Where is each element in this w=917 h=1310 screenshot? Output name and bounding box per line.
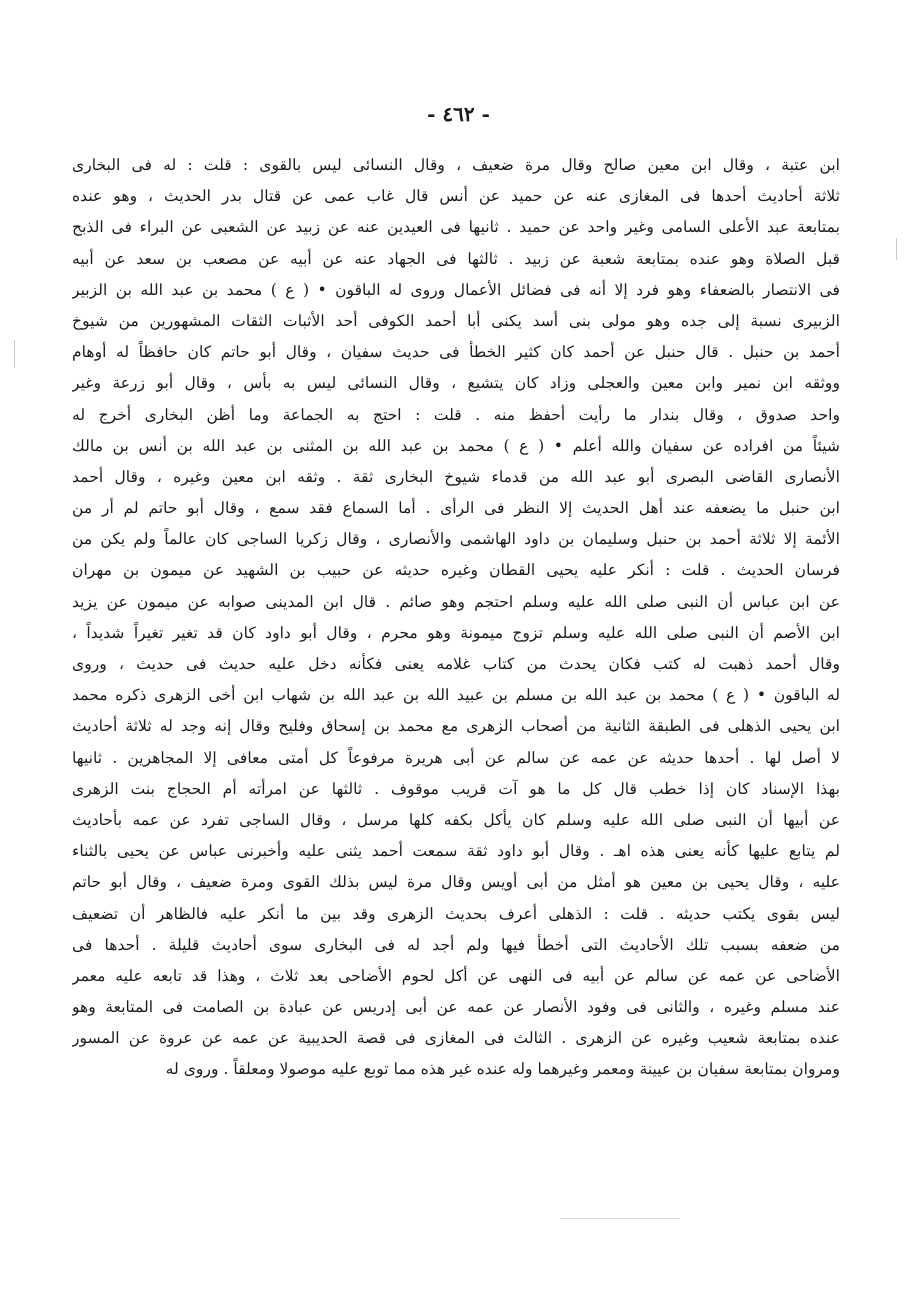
text-line: عند مسلم وغيره ، والثانى فى وفود الأنصار عن عمه عن أبى إدريس عن عبادة بن الصامت فى المتابعة وهو — [72, 998, 840, 1017]
text-line: له الباقون • ( ع ) محمد بن عبد الله بن مسلم بن عبيد الله بن عبد الله بن شهاب ابن أخى الزهرى ذكره محمد — [72, 686, 840, 705]
text-line: واحد صدوق ، وقال بندار ما رأيت أحفظ منه . قلت : احتج به الجماعة وما أظن البخارى أخرج له — [72, 405, 840, 424]
text-line: ابن عتبة ، وقال ابن معين صالح وقال مرة ضعيف ، وقال النسائى ليس بالقوى : قلت : له فى البخارى — [72, 156, 840, 174]
text-line: بمتابعة عبد الأعلى السامى وغير واحد عن حميد . ثانيها فى العيدين عنه عن زبيد عن الشعبى عن البراء فى الذبح — [72, 218, 840, 237]
text-line: ابن حنبل ما يضعفه عند أهل الحديث إلا النظر فى الرأى . أما السماع فقد سمع ، وقال أبو حاتم لم أر من — [72, 499, 840, 518]
bottom-rule — [560, 1218, 680, 1219]
text-line: عليه ، وقال يحيى بن معين هو أمثل من أبى أويس وقال مرة ليس بذلك القوى ومرة ضعيف ، وقال أبو حاتم — [72, 873, 840, 892]
margin-mark — [14, 340, 15, 368]
text-line: الزبيرى نسبة إلى جده وهو مولى بنى أسد يكنى أبا أحمد الكوفى أحد الأثبات الثقات المشهورين من شيوخ — [72, 311, 840, 330]
text-line: ثلاثة أحاديث أحدها فى المغازى عنه عن حميد عن أنس قال غاب عمى عن قتال بدر الحديث ، وهو عنده — [72, 187, 840, 206]
margin-mark — [896, 238, 897, 260]
text-line: ليس بقوى يكتب حديثه . قلت : الذهلى أعرف بحديث الزهرى وقد بين ما أنكر عليه فالظاهر أن تضعيف — [72, 904, 840, 923]
text-line: وقال أحمد ذهبت له كتب فكان يحدث من كتاب غلامه يعنى فكأنه دخل عليه حديث فى حديث ، وروى — [72, 655, 840, 673]
text-line: قبل الصلاة وهو عنده بمتابعة شعبة عن زبيد . ثالثها فى الجهاد عنه عن أبيه عن مصعب بن سعد عن أبيه — [72, 249, 840, 268]
text-line: بهذا الإسناد كان إذا خطب قال كل ما هو آت قريب موقوف . ثالثها عن امرأته أم الحجاج بنت الزهرى — [72, 779, 840, 798]
text-line: الأئمة إلا ثلاثة أحمد بن حنبل وسليمان بن داود الهاشمى والأنصارى ، وقال زكريا الساجى كان عالماً ولم يكن من — [72, 530, 840, 549]
text-line: عن أبيها أن النبى صلى الله عليه وسلم كان يأكل بكفه كلها مرسل ، وقال الساجى تفرد عن عمه بأحاديث — [72, 810, 840, 829]
page-number: - ٤٦٢ - — [427, 102, 490, 126]
text-line: الأضاحى عن عمه عن سالم عن أبيه فى النهى عن أكل لحوم الأضاحى بعد ثلاث ، وهذا قد تابعه عليه معمر — [72, 966, 840, 985]
text-line: عنده بمتابعة شعيب وغيره عن الزهرى . الثالث فى المغازى فى قصة الحديبية عن عمه عن عروة عن المسور — [72, 1029, 840, 1048]
text-line: من ضعفه بسبب تلك الأحاديث التى أخطأ فيها ولم أجد له فى البخارى سوى أحاديث قليلة . أحدها فى — [72, 935, 840, 954]
text-line: أحمد بن حنبل . قال حنبل عن أحمد كان كثير الخطأ فى حديث سفيان ، وقال أبو حاتم كان حافظاً له أوهام — [72, 343, 840, 362]
text-line: شيئاً من افراده عن سفيان والله أعلم • ( ع ) محمد بن عبد الله بن المثنى بن عبد الله بن أنس بن مالك — [72, 436, 840, 455]
text-line: ومروان بمتابعة سفيان بن عيينة ومعمر وغيرهما وله عنده غير هذه مما توبع عليه موصولا ومعلقاً . وروى له — [165, 1060, 840, 1079]
text-line: لم يتابع عليها كأنه يعنى هذه اهـ . وقال أبو داود ثقة سمعت أحمد يثنى عليه وأخبرنى عباس عن يحيى بالثناء — [72, 842, 840, 861]
text-line: فى الانتصار بالضعفاء وهو فرد إلا أنه فى فضائل الأعمال وروى له الباقون • ( ع ) محمد بن عبد الله بن الزبير — [72, 280, 840, 299]
text-line: ووثقه ابن نمير وابن معين والعجلى وزاد كان يتشيع ، وقال النسائى ليس به بأس ، وقال أبو زرعة وغير — [72, 374, 840, 393]
body-text — [72, 150, 840, 1086]
text-line: الأنصارى القاضى البصرى أبو عبد الله من قدماء شيوخ البخارى ثقة . وثقه ابن معين وغيره ، وقال أحمد — [72, 467, 840, 486]
text-line: عن ابن عباس أن النبى صلى الله عليه وسلم احتجم وهو صائم . قال ابن المدينى صوابه عن ميمون عن يزيد — [72, 592, 840, 611]
text-line: ابن الأصم أن النبى صلى الله عليه وسلم تزوج ميمونة وهو محرم ، وقال أبو داود كان قد تغير تغيراً شديداً ، — [72, 623, 840, 642]
text-line: ابن يحيى الذهلى فى الطبقة الثانية من أصحاب الزهرى مع محمد بن إسحاق وفليح وقال إنه وجد له ثلاثة أحاديث — [72, 717, 840, 736]
text-line: لا أصل لها . أحدها حديثه عن عمه عن سالم عن أبى هريرة مرفوعاً كل أمتى معافى إلا المجاهرين . ثانيها — [72, 748, 840, 767]
text-line: فرسان الحديث . قلت : أنكر عليه يحيى القطان وغيره حديثه عن حبيب بن الشهيد عن ميمون بن مهران — [72, 561, 840, 580]
